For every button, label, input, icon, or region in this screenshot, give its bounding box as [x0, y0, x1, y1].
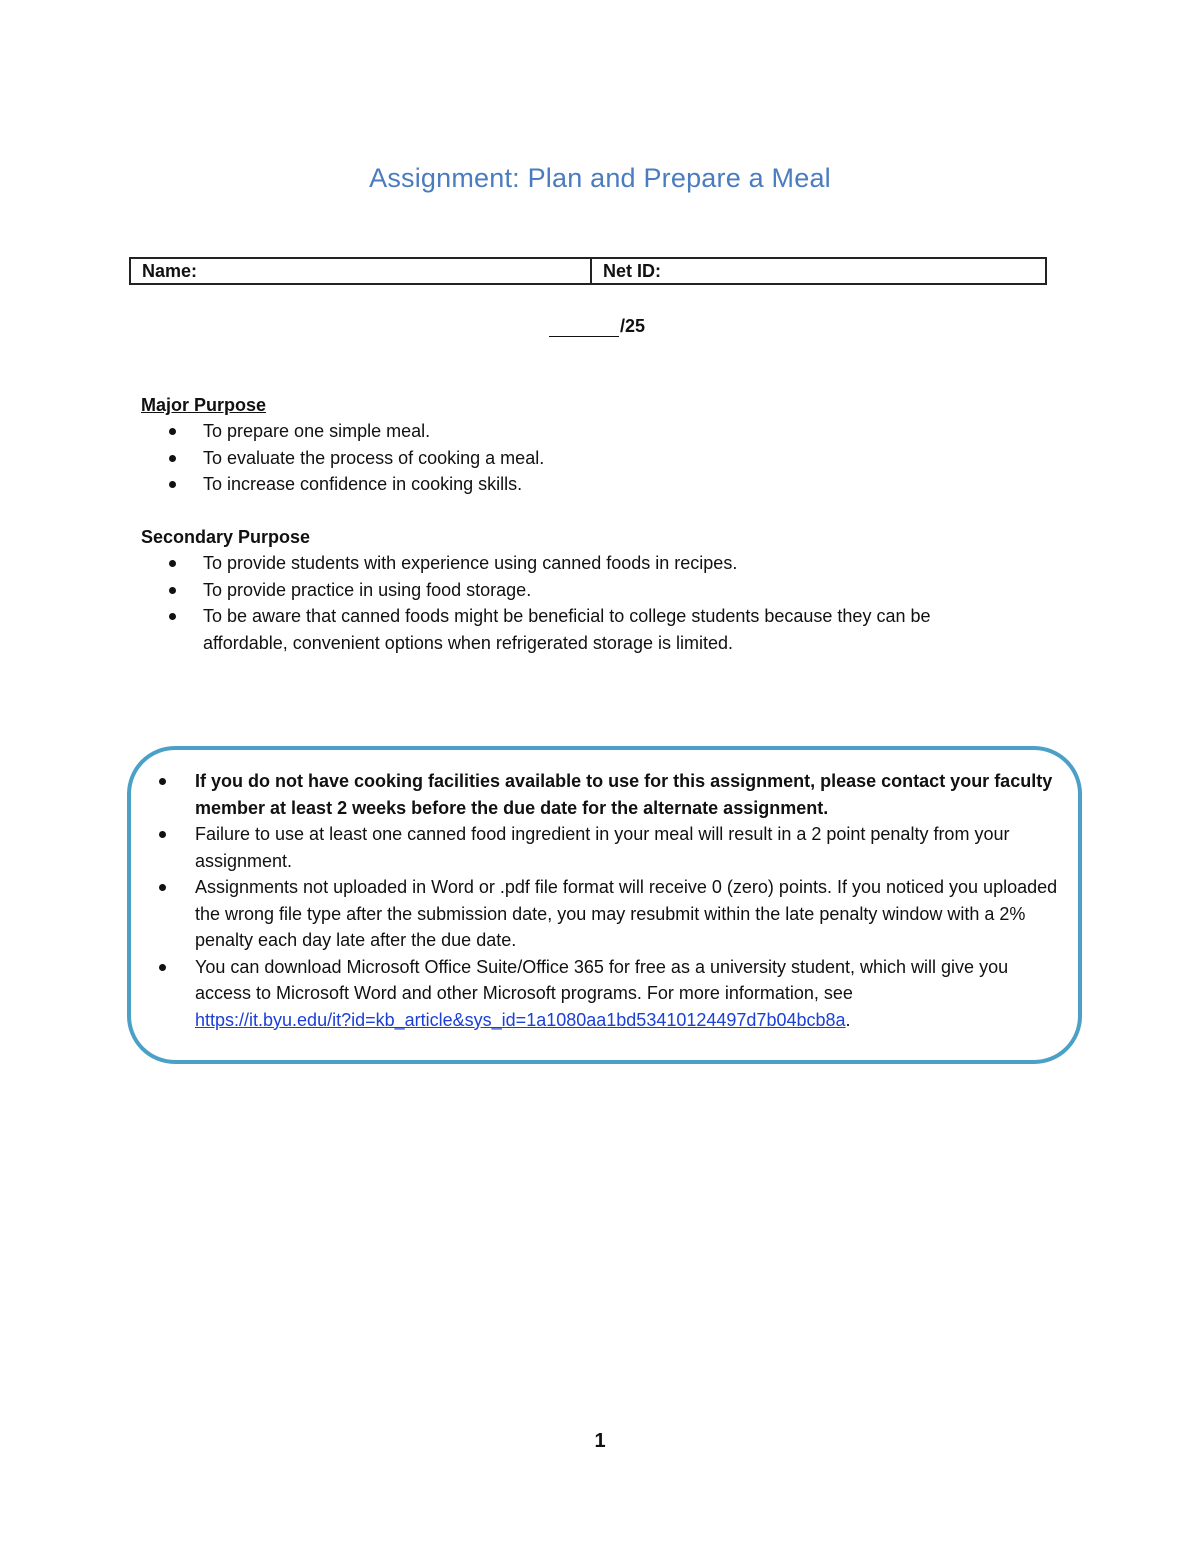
list-item: To evaluate the process of cooking a meal. [141, 445, 1008, 472]
bullet-icon [169, 455, 176, 462]
score-total: /25 [620, 316, 646, 336]
score-blank [549, 314, 619, 337]
notice-item: If you do not have cooking facilities available to use for this assignment, please contact your faculty member at least 2 weeks before the due date for the alternate assignment. [138, 768, 1068, 821]
notice-item: You can download Microsoft Office Suite/Office 365 for free as a university student, which will give you access to Microsoft Word and other Microsoft programs. For more information, see https://it.byu.edu/it?id=kb_article&sys_id=1a1080aa1bd53410124497d7b04bcb8a. [138, 954, 1068, 1034]
netid-label: Net ID: [603, 261, 661, 281]
list-item: To prepare one simple meal. [141, 418, 1008, 445]
secondary-purpose-section [141, 524, 1008, 656]
link-suffix: . [845, 1009, 851, 1030]
bullet-icon [159, 884, 166, 891]
major-purpose-section [141, 392, 1008, 498]
bullet-icon [169, 560, 176, 567]
name-label: Name: [142, 261, 198, 281]
bullet-icon [159, 831, 166, 838]
bullet-icon [169, 428, 176, 435]
major-purpose-heading: Major Purpose [141, 395, 267, 415]
name-field[interactable] [131, 259, 592, 283]
notice-item: Assignments not uploaded in Word or .pdf file format will receive 0 (zero) points. If you noticed you uploaded the wrong file type after the submission date, you may resubmit within the late penalty window with a 2% penalty each day late after the due date. [138, 874, 1068, 954]
student-info-table [129, 257, 1047, 285]
score-line [549, 314, 645, 337]
list-item: To be aware that canned foods might be beneficial to college students because they can be affordable, convenient options when refrigerated storage is limited. [141, 603, 1008, 656]
netid-field[interactable] [592, 259, 1045, 283]
bullet-icon [169, 613, 176, 620]
bullet-icon [159, 778, 166, 785]
major-purpose-list [141, 418, 1008, 498]
document-title: Assignment: Plan and Prepare a Meal [369, 163, 831, 193]
page-number: 1 [594, 1430, 606, 1452]
secondary-purpose-heading: Secondary Purpose [141, 527, 311, 547]
secondary-purpose-list [141, 550, 1008, 656]
list-item: To increase confidence in cooking skills. [141, 471, 1008, 498]
bullet-icon [169, 587, 176, 594]
list-item: To provide students with experience using canned foods in recipes. [141, 550, 1008, 577]
notice-item: Failure to use at least one canned food ingredient in your meal will result in a 2 point penalty from your assignment. [138, 821, 1068, 874]
bullet-icon [159, 964, 166, 971]
office-info-link[interactable]: https://it.byu.edu/it?id=kb_article&sys_id=1a1080aa1bd53410124497d7b04bcb8a [195, 1009, 846, 1030]
notice-list [138, 768, 1068, 1033]
list-item: To provide practice in using food storage. [141, 577, 1008, 604]
bullet-icon [169, 481, 176, 488]
